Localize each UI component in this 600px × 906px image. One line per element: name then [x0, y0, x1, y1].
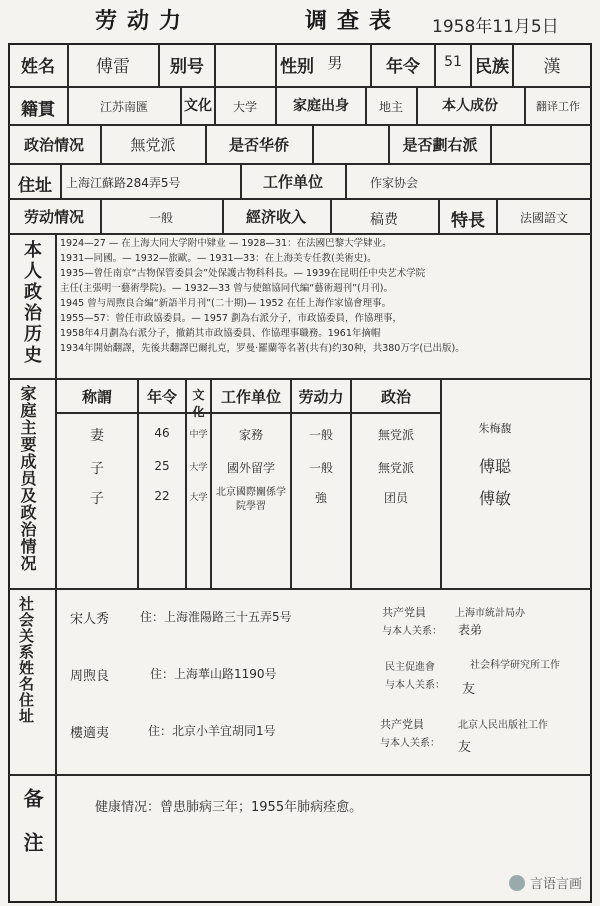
watermark — [509, 873, 582, 892]
form-date: 1958年11月5日 — [432, 17, 559, 37]
social-relations-label: 社会关系姓名住址 — [17, 596, 35, 724]
education-value: 大学 — [232, 100, 257, 114]
social-work: 北京人民出版社工作 — [458, 720, 548, 731]
family-age: 22 — [154, 489, 170, 503]
social-address: 住：上海華山路1190号 — [150, 667, 277, 681]
family-age: 25 — [154, 459, 170, 473]
political-history-label: 本人政治历史 — [21, 240, 42, 366]
family-work: 國外留学 — [226, 461, 275, 475]
workplace-value: 作家协会 — [370, 176, 419, 190]
specialty-label: 特長 — [451, 211, 485, 231]
wechat-icon — [509, 875, 525, 891]
political-history-text — [60, 236, 588, 356]
history-line: 1945 曾与周煦良合編“新語半月刊”(二十期)— 1952 在任上海作家協會理事。 — [60, 298, 392, 309]
address-label: 住址 — [18, 176, 52, 196]
history-line: 1924—27 — 在上海大同大学附中肄业 — 1928—31：在法國巴黎大学肄业。 — [60, 238, 392, 249]
age-label: 年令 — [386, 57, 420, 77]
social-relation: 友 — [458, 740, 472, 755]
history-line: 主任(主張明一藝術學院)。— 1932—33 曾与使館協同代編“藝術週刊”(月刊)。 — [60, 283, 393, 294]
family-relation: 子 — [90, 461, 104, 477]
politics-value: 無党派 — [130, 136, 176, 154]
family-work: 家務 — [238, 428, 263, 442]
social-address: 住：北京小羊宜胡同1号 — [148, 724, 276, 738]
social-relation: 友 — [462, 682, 476, 697]
income-label: 經济收入 — [245, 208, 306, 226]
family-relation: 妻 — [90, 428, 104, 444]
family-member-name: 傅聪 — [478, 457, 511, 476]
family-labor: 強 — [314, 491, 327, 505]
education-label: 文化 — [184, 98, 212, 114]
family-col-labor: 劳动力 — [298, 388, 344, 406]
social-work: 社会科学研究所工作 — [470, 660, 560, 671]
social-relation-label: 与本人关系： — [382, 626, 442, 637]
family-work: 北京國際關係学院學習 — [216, 487, 286, 512]
family-education: 大学 — [189, 463, 208, 473]
overseas-chinese-label: 是否华侨 — [228, 136, 289, 154]
workplace-label: 工作单位 — [262, 173, 323, 191]
ethnicity-value: 漢 — [543, 57, 561, 77]
history-line: 1931—同國。— 1932—旅歐。— 1931—33：在上海美专任教(美術史)。 — [60, 253, 377, 264]
family-col-relation: 称謂 — [81, 388, 112, 406]
social-relation-label: 与本人关系： — [380, 738, 440, 749]
history-line: 1934年開始翻譯，先後共翻譯巴爾扎克，罗曼·羅蘭等名著(共有)约30种，共380万字(已出版)。 — [60, 343, 465, 354]
personal-status-label: 本人成份 — [442, 98, 498, 114]
family-member-name: 傅敏 — [478, 489, 511, 508]
family-col-age: 年令 — [146, 388, 177, 406]
form-title-left: 劳动力 — [95, 8, 192, 34]
family-relation: 子 — [90, 491, 104, 507]
labor-label: 劳动情况 — [23, 208, 84, 226]
family-col-politics: 政治 — [380, 388, 411, 406]
family-politics: 無党派 — [377, 461, 414, 475]
sex-value: 男 — [327, 54, 343, 72]
family-col-education: 文化 — [192, 388, 205, 419]
name-value: 傅雷 — [96, 57, 130, 77]
watermark-text: 言语言画 — [529, 877, 582, 892]
origin-value: 江苏南匯 — [99, 100, 148, 114]
alias-label: 别号 — [170, 57, 204, 77]
social-address: 住：上海淮陽路三十五弄5号 — [140, 610, 292, 624]
social-party: 共产党員 — [382, 606, 426, 619]
social-person: 樓適夷 — [70, 726, 110, 741]
family-labor: 一般 — [308, 461, 333, 475]
personal-status-value: 翻译工作 — [536, 100, 580, 113]
family-origin-value: 地主 — [378, 100, 403, 114]
name-label: 姓名 — [21, 57, 55, 77]
social-person: 周煦良 — [70, 669, 110, 684]
history-line: 1958年4月劃為右派分子，撤銷其市政協委員、作協理事職務。1961年摘帽 — [60, 328, 381, 339]
family-politics: 無党派 — [377, 428, 414, 442]
ethnicity-label: 民族 — [475, 57, 509, 77]
family-col-work: 工作单位 — [220, 388, 281, 406]
family-member-name: 朱梅馥 — [478, 422, 512, 435]
social-person: 宋人秀 — [70, 612, 110, 627]
notes-value: 健康情况：曾患肺病三年；1955年肺病痊愈。 — [95, 800, 363, 815]
social-party: 民主促進會 — [385, 662, 435, 673]
sex-label: 性别 — [280, 57, 314, 77]
family-politics: 团员 — [383, 491, 408, 505]
family-origin-label: 家庭出身 — [293, 98, 349, 114]
family-education: 中学 — [189, 430, 208, 440]
age-value: 51 — [444, 54, 462, 70]
address-value: 上海江蘇路284弄5号 — [66, 176, 181, 190]
social-relation-label: 与本人关系： — [385, 680, 445, 691]
family-labor: 一般 — [308, 428, 333, 442]
history-line: 1935—曾任南京“古物保管委員会”处保護古物科科長。— 1939在昆明任中央艺术学院 — [60, 268, 426, 279]
rightist-label: 是否劃右派 — [402, 136, 478, 154]
family-section-label: 家庭主要成员及政治情况 — [18, 385, 37, 572]
specialty-value: 法國語文 — [519, 211, 568, 225]
social-relation: 表弟 — [458, 623, 483, 637]
family-age: 46 — [154, 426, 170, 440]
family-education: 大学 — [189, 493, 208, 503]
social-party: 共产党員 — [380, 718, 424, 731]
form-title-right: 调查表 — [305, 8, 402, 34]
politics-label: 政治情况 — [23, 136, 84, 154]
income-value: 稿费 — [370, 212, 398, 228]
history-line: 1955—57：曾任市政協委員。— 1957 劃為右派分子，市政協委員，作協理事， — [60, 313, 402, 324]
origin-label: 籍貫 — [21, 100, 55, 120]
notes-label: 备注 — [20, 788, 44, 876]
social-work: 上海市統計局办 — [455, 608, 525, 619]
labor-value: 一般 — [148, 211, 173, 225]
